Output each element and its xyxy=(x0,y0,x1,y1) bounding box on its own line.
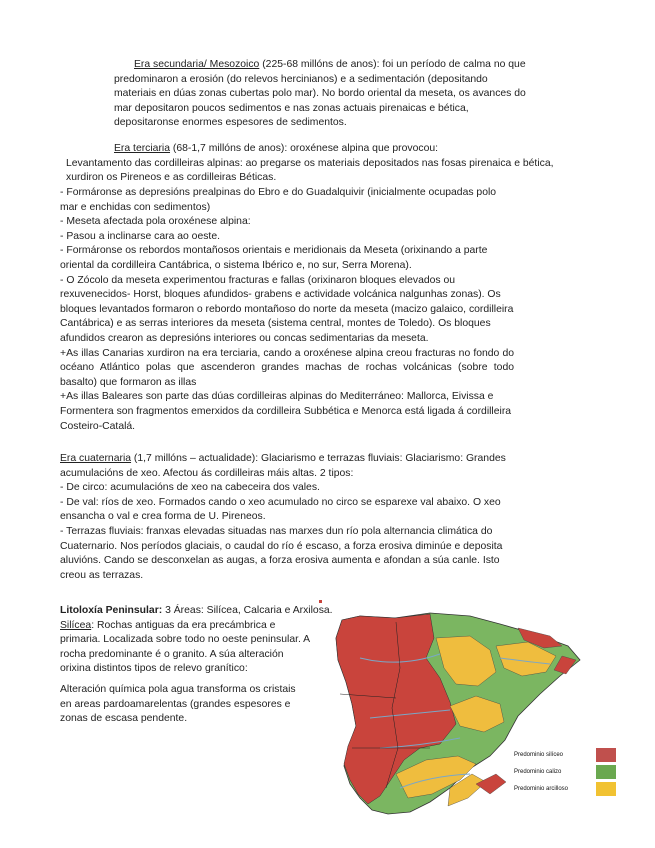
legend-label-arxilosa: Predominio arcilloso xyxy=(514,786,569,792)
terciaria-item: +As illas Canarias xurdiron na era terciaria, cando a oroxénese alpina creou fracturas no fondo do océano Atlántico polas que ascenderon grandes machas de rochas volcánicas (sobre todo basalto) que formaron as illas xyxy=(60,347,514,388)
terciaria-item: - Formáronse as depresións prealpinas do Ebro e do Guadalquivir (inicialmente ocupadas polo mar e enchidas con sedimentos) xyxy=(60,187,497,213)
legend-label-silicea: Predominio silíceo xyxy=(514,752,564,758)
terciaria-item: - Formáronse os rebordos montañosos orientais e meridionais da Meseta (orixinando a parte oriental da cordilleira Cantábrica, o sistema Ibérico e, no sur, Serra Morena). xyxy=(60,245,488,271)
map-dot xyxy=(319,600,322,603)
legend-label-calcaria: Predominio calizo xyxy=(514,769,562,775)
legend-swatch-arxilosa xyxy=(596,782,616,796)
secundaria-text: (225-68 millóns de anos): foi un período de calma no que predominaron a erosión (do relevos hercinianos) e a sedimentación (depositando materiais en dúas zonas cubertas polo mar). No bordo oriental da meseta, os avances do mar depositaron poucos sedimentos e nas zonas actuais pirenaicas e bética, depositaronse enormes espesores de sedimentos. xyxy=(114,59,526,129)
legend-swatch-calcaria xyxy=(596,765,616,779)
silicea-label: Silícea xyxy=(60,619,92,631)
terciaria-intro: (68-1,7 millóns de anos): oroxénese alpina que provocou: xyxy=(170,143,439,154)
iberia-map-svg xyxy=(300,598,640,838)
terciaria-item: - O Zócolo da meseta experimentou fracturas e fallas (orixinaron bloques elevados ou rexuvenecidos- Horst, bloques afundidos- grabens e actividade volcánica nalgunhas zonas). Os bloques levantados formaron o rebordo montañoso do norte da meseta (macizo galaico, cordilleira Cantábrica) e as serras interiores da meseta (sistema central, montes de Toledo). Os bloques afundidos crearon as depresións interiores ou concas sedimentarias da meseta. xyxy=(60,274,514,344)
terciaria-list xyxy=(60,186,514,434)
terciaria-item: - Pasou a inclinarse cara ao oeste. xyxy=(60,230,220,242)
cuaternaria-item: - Terrazas fluviais: franxas elevadas situadas nas marxes dun río pola alternancia climática do Cuaternario. Nos períodos glaciais, o caudal do río é escaso, a forza erosiva diminúe e deposita aluvións. Cando se desconxelan as augas, a forza erosiva aumenta e afondan a súa canle. Isto creou as terrazas. xyxy=(60,525,503,581)
cuaternaria-item: - De val: ríos de xeo. Formados cando o xeo acumulado no circo se esparexe val abaixo. O xeo ensancha o val e crea forma de U. Pireneos. xyxy=(60,496,501,523)
silicea-betic xyxy=(476,774,506,794)
silicea-text: : Rochas antiguas da era precámbrica e primaria. Localizada sobre todo no oeste peninsular. A rocha predominante é o granito. A súa alteración orixina distintos tipos de relevo granítico: xyxy=(60,619,310,675)
litoloxia-title: Litoloxía Peninsular: xyxy=(60,605,163,616)
cuaternaria-intro: (1,7 millóns – actualidade): Glaciarismo e terrazas fluviais: Glaciarismo: Grandes acumulacións de xeo. Afectou ás cordilleiras máis altas. 2 tipos: xyxy=(60,453,506,479)
cuaternaria-item: - De circo: acumulacións de xeo na cabeceira dos vales. xyxy=(60,482,320,494)
cuaternaria-label: Era cuaternaria xyxy=(60,453,132,464)
terciaria-header xyxy=(66,142,566,186)
legend-swatch-silicea xyxy=(596,748,616,762)
terciaria-lead: Levantamento das cordilleiras alpinas: ao pregarse os materiais depositados nas fosas pirenaica e bética, xurdiron os Pireneos e as cordilleiras Béticas. xyxy=(66,157,554,184)
secundaria-label: Era secundaria/ Mesozoico xyxy=(134,59,260,70)
terciaria-item: +As illas Baleares son parte das dúas cordilleiras alpinas do Mediterráneo: Mallorca, Eivissa e Formentera son fragmentos emerxidos da cordilleira Subbética e Menorca está ligada á cordilleira Costeiro-Catalá. xyxy=(60,391,512,432)
alteracion-text: Alteración química pola agua transforma os cristais en areas pardoamarelentas (grandes espesores e zonas de escasa pendente. xyxy=(60,683,296,725)
lithology-map xyxy=(300,598,640,838)
terciaria-item: - Meseta afectada pola oroxénese alpina: xyxy=(60,216,251,228)
terciaria-label: Era terciaria xyxy=(114,143,171,154)
secundaria-paragraph xyxy=(114,58,528,131)
litoloxia-areas: 3 Áreas: Silícea, Calcaria e Arxilosa. xyxy=(162,605,333,616)
litoloxia-section xyxy=(60,604,340,727)
cuaternaria-section xyxy=(60,452,514,583)
